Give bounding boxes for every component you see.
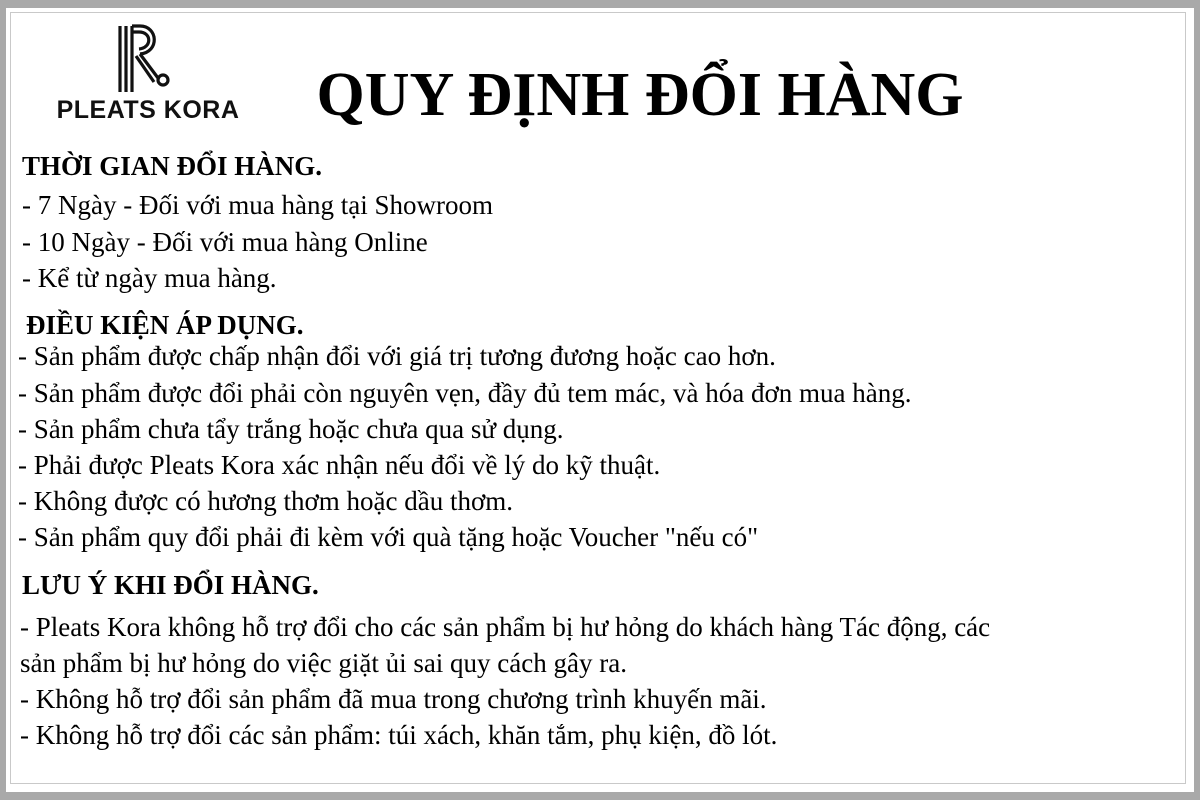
section-heading-notes: LƯU Ý KHI ĐỔI HÀNG. (22, 570, 319, 600)
list-item: - Không được có hương thơm hoặc dầu thơm. (18, 486, 514, 516)
section-heading-exchange-time: THỜI GIAN ĐỔI HÀNG. (22, 151, 323, 181)
list-item: - Pleats Kora không hỗ trợ đổi cho các sản phẩm bị hư hỏng do khách hàng Tác động, các (20, 612, 991, 642)
pleats-kora-monogram-icon (114, 22, 174, 94)
section-heading-conditions: ĐIỀU KIỆN ÁP DỤNG. (26, 310, 304, 340)
list-item: - Phải được Pleats Kora xác nhận nếu đổi về lý do kỹ thuật. (18, 450, 661, 480)
list-item: - Sản phẩm được chấp nhận đổi với giá trị tương đương hoặc cao hơn. (18, 341, 776, 371)
list-item: sản phẩm bị hư hỏng do việc giặt ủi sai quy cách gây ra. (20, 648, 627, 678)
brand-name: PLEATS KORA (56, 96, 240, 124)
list-item: - Kể từ ngày mua hàng. (22, 263, 277, 293)
list-item: - Không hỗ trợ đổi sản phẩm đã mua trong chương trình khuyến mãi. (20, 684, 767, 714)
list-item: - Sản phẩm được đổi phải còn nguyên vẹn, đầy đủ tem mác, và hóa đơn mua hàng. (18, 378, 912, 408)
list-item: - 7 Ngày - Đối với mua hàng tại Showroom (22, 190, 493, 220)
brand-logo (50, 22, 246, 130)
list-item: - Sản phẩm chưa tẩy trắng hoặc chưa qua sử dụng. (18, 414, 564, 444)
list-item: - Sản phẩm quy đổi phải đi kèm với quà tặng hoặc Voucher "nếu có" (18, 522, 759, 552)
page-title: QUY ĐỊNH ĐỔI HÀNG (316, 61, 964, 129)
list-item: - 10 Ngày - Đối với mua hàng Online (22, 227, 428, 257)
list-item: - Không hỗ trợ đổi các sản phẩm: túi xách, khăn tắm, phụ kiện, đồ lót. (20, 720, 778, 750)
